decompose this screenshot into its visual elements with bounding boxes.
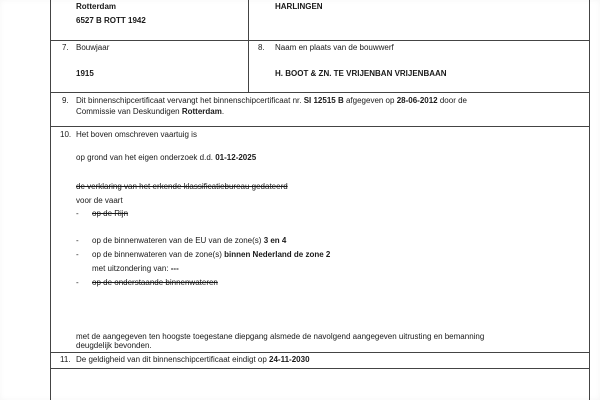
field9-line2-end: . (221, 107, 225, 116)
row-divider-10 (50, 126, 590, 127)
field9-city: Rotterdam (181, 107, 222, 116)
field11-text: De geldigheid van dit binnenschipcertificaat eindigt op (76, 355, 267, 364)
left-border (50, 0, 51, 400)
field9-text-c: door de (439, 96, 467, 105)
field11-line (76, 355, 310, 365)
row-divider-top (50, 40, 590, 41)
field10-closing-line2: deugdelijk bevonden. (76, 341, 152, 350)
field10-basis-text: op grond van het eigen onderzoek d.d. (76, 153, 213, 162)
field8-number: 8. (258, 43, 265, 52)
dash-struck: - (76, 278, 79, 287)
field10-exception-value: --- (170, 264, 179, 273)
field7-label: Bouwjaar (76, 43, 110, 52)
top-right-value: HARLINGEN (275, 2, 323, 11)
top-left-line1: Rotterdam (76, 2, 117, 11)
field10-struck-declaration: de verklaring van het erkende klassificatiebureau gedateerd (76, 182, 288, 191)
dash-nl: - (76, 250, 79, 259)
field10-for-vaart: voor de vaart (76, 196, 123, 205)
field10-exception-label: met uitzondering van: (92, 264, 169, 273)
dash-rijn: - (76, 209, 79, 218)
field10-intro: Het boven omschreven vaartuig is (76, 130, 197, 139)
field10-number: 10. (60, 130, 72, 139)
field9-line2 (76, 107, 224, 117)
field9-date: 28-06-2012 (396, 96, 438, 105)
field10-item-nl-zones: binnen Nederland de zone 2 (224, 250, 331, 259)
field10-item-nl-text: op de binnenwateren van de zone(s) (92, 250, 222, 259)
dash-eu: - (76, 236, 79, 245)
field10-exception (92, 264, 179, 274)
field10-item-rijn: op de Rijn (92, 209, 129, 218)
field7-value: 1915 (76, 69, 94, 78)
row-divider-9 (50, 92, 590, 93)
field10-item-struck: op de onderstaande binnenwateren (92, 278, 218, 287)
field10-basis (76, 153, 256, 163)
field8-label: Naam en plaats van de bouwwerf (275, 43, 394, 52)
field9-cert-nr: SI 12515 B (303, 96, 344, 105)
field11-number: 11. (60, 355, 71, 364)
field10-closing-line1: met de aangegeven ten hoogste toegestane diepgang alsmede de navolgend aangegeven uitrusting en bemanning (76, 332, 485, 341)
row-divider-bottom (50, 368, 590, 369)
field9-text-b: afgegeven op (345, 96, 395, 105)
field10-item-nl (92, 250, 330, 260)
row-divider-11 (50, 352, 590, 353)
field7-number: 7. (62, 43, 69, 52)
field10-item-eu-text: op de binnenwateren van de EU van de zone(s) (92, 236, 262, 245)
field8-value: H. BOOT & ZN. TE VRIJENBAN VRIJENBAAN (275, 69, 447, 78)
field10-basis-date: 01-12-2025 (215, 153, 257, 162)
column-divider (248, 0, 249, 92)
top-left-line2: 6527 B ROTT 1942 (76, 16, 146, 25)
field9-text-a: Dit binnenschipcertificaat vervangt het binnenschipcertificaat nr. (76, 96, 302, 105)
field11-date: 24-11-2030 (269, 355, 310, 364)
certificate-page (50, 0, 590, 400)
field9-number: 9. (62, 96, 69, 105)
right-border (589, 0, 590, 400)
field9-line2-text: Commissie van Deskundigen (76, 107, 180, 116)
field9-line1 (76, 96, 467, 106)
field10-item-eu-zones: 3 en 4 (263, 236, 287, 245)
field10-item-eu (92, 236, 286, 246)
